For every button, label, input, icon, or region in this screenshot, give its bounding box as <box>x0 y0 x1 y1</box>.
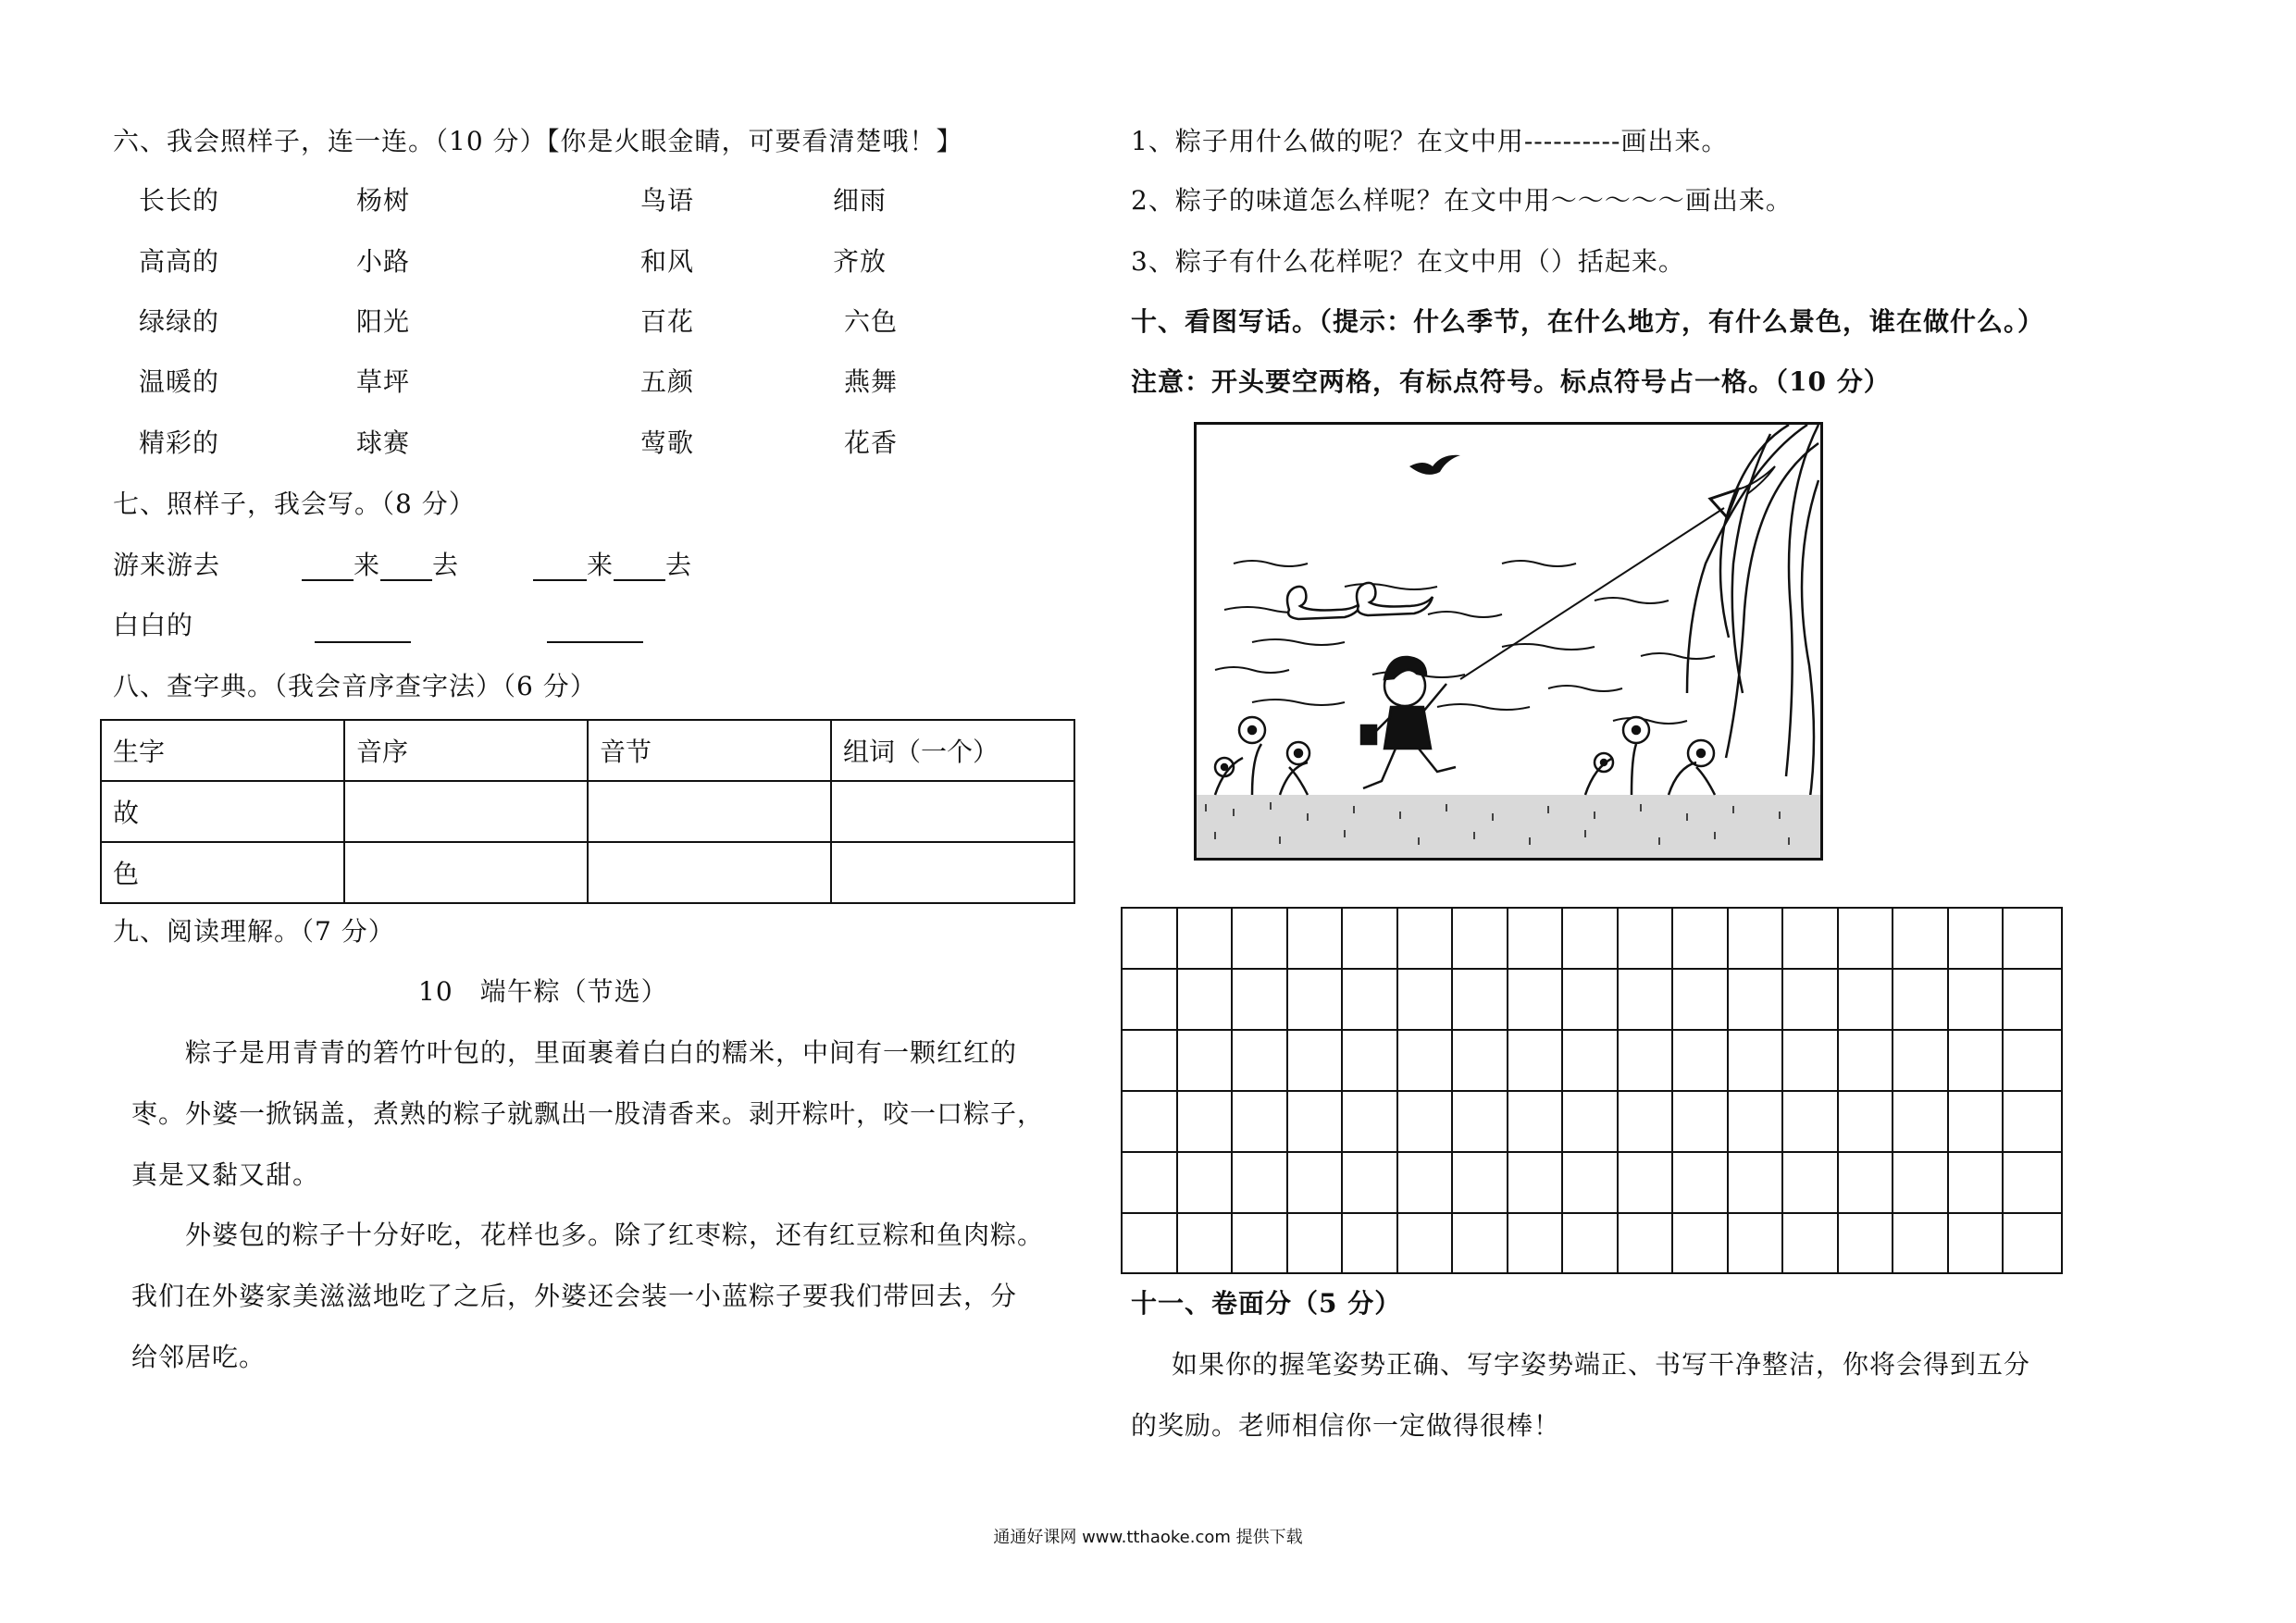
grid-line <box>2002 909 2004 1272</box>
q9-question-3: 3、粽子有什么花样呢？在文中用（）括起来。 <box>1131 246 1685 277</box>
answer-cell[interactable] <box>831 781 1074 842</box>
table-header-cell: 音序 <box>344 720 588 781</box>
table-row <box>101 842 1074 903</box>
grass-ground <box>1197 795 1820 858</box>
q7-example-2: 白白的 <box>113 610 194 640</box>
answer-cell[interactable] <box>344 842 588 903</box>
q6-word: 精彩的 <box>139 427 220 458</box>
passage-line: 粽子是用青青的箬竹叶包的，里面裹着白白的糯米，中间有一颗红红的 <box>185 1037 1018 1068</box>
q6-word: 阳光 <box>356 306 411 337</box>
ducks <box>1287 583 1433 619</box>
grid-line <box>1617 909 1619 1272</box>
answer-blank[interactable] <box>302 555 354 581</box>
grid-line <box>1561 909 1563 1272</box>
kite-scene-drawing <box>1197 425 1820 858</box>
passage-line: 枣。外婆一掀锅盖，煮熟的粽子就飘出一股清香来。剥开粽叶，咬一口粽子， <box>131 1098 1045 1129</box>
q8-title: 八、查字典。（我会音序查字法）（6 分） <box>113 671 597 701</box>
grid-line <box>1341 909 1343 1272</box>
grid-line <box>1837 909 1839 1272</box>
table-header-cell: 生字 <box>101 720 344 781</box>
q9-question-1: 1、粽子用什么做的呢？在文中用----------画出来。 <box>1131 126 1729 156</box>
passage-line: 真是又黏又甜。 <box>131 1159 320 1190</box>
q7-row-1b: 来 去 <box>533 550 692 581</box>
grid-line <box>1892 909 1893 1272</box>
table-header-cell: 音节 <box>588 720 831 781</box>
q6-word: 小路 <box>356 246 411 277</box>
answer-blank[interactable] <box>614 555 665 581</box>
grid-line <box>1396 909 1398 1272</box>
bird <box>1409 455 1460 475</box>
q6-word: 高高的 <box>139 246 220 277</box>
q7-example-1: 游来游去 <box>113 550 221 580</box>
q6-word: 温暖的 <box>139 366 220 397</box>
grid-line <box>1947 909 1949 1272</box>
page-footer: 通通好课网 www.tthaoke.com 提供下载 <box>993 1528 1303 1547</box>
grid-line <box>1123 1029 2061 1031</box>
answer-cell[interactable] <box>831 842 1074 903</box>
answer-blank[interactable] <box>547 617 643 643</box>
q7-row-1a: 来 去 <box>302 550 459 581</box>
q6-word: 莺歌 <box>640 427 695 458</box>
q6-word: 百花 <box>640 306 695 337</box>
q6-word: 花香 <box>844 427 899 458</box>
grid-line <box>1671 909 1673 1272</box>
passage-line: 外婆包的粽子十分好吃，花样也多。除了红枣粽，还有红豆粽和鱼肉粽。 <box>185 1220 1045 1250</box>
water-ripples <box>1215 561 1715 724</box>
q6-word: 燕舞 <box>844 366 899 397</box>
table-header-cell: 组词（一个） <box>831 720 1074 781</box>
answer-cell[interactable] <box>588 781 831 842</box>
grid-line <box>1451 909 1453 1272</box>
grid-line <box>1231 909 1233 1272</box>
q6-word: 和风 <box>640 246 695 277</box>
q9-question-2: 2、粽子的味道怎么样呢？在文中用～～～～～画出来。 <box>1131 185 1793 216</box>
q6-word: 鸟语 <box>640 185 695 216</box>
q10-note: 注意：开头要空两格，有标点符号。标点符号占一格。（10 分） <box>1131 366 1891 397</box>
kite-scene-illustration <box>1194 422 1823 861</box>
answer-blank[interactable] <box>315 617 411 643</box>
answer-blank[interactable] <box>533 555 587 581</box>
flowers-right <box>1585 717 1715 795</box>
dictionary-table <box>100 719 1075 904</box>
q11-text-line: 如果你的握笔姿势正确、写字姿势端正、书写干净整洁，你将会得到五分 <box>1172 1349 2031 1380</box>
answer-blank[interactable] <box>380 555 432 581</box>
grid-line <box>1727 909 1729 1272</box>
q7-title: 七、照样子，我会写。（8 分） <box>113 489 476 519</box>
kite <box>1460 466 1775 679</box>
q6-word: 五颜 <box>640 366 695 397</box>
grid-line <box>1123 1151 2061 1153</box>
writing-grid[interactable] <box>1121 907 2063 1274</box>
q11-title: 十一、卷面分（5 分） <box>1131 1288 1402 1319</box>
q11-text-line: 的奖励。老师相信你一定做得很棒！ <box>1131 1410 1561 1441</box>
q6-word: 细雨 <box>833 185 887 216</box>
q6-word: 齐放 <box>833 246 887 277</box>
table-cell: 故 <box>101 781 344 842</box>
passage-title: 10 端午粽（节选） <box>418 976 668 1007</box>
grid-line <box>1507 909 1508 1272</box>
q6-word: 绿绿的 <box>139 306 220 337</box>
grid-line <box>1123 1090 2061 1092</box>
answer-cell[interactable] <box>344 781 588 842</box>
q9-title: 九、阅读理解。（7 分） <box>113 916 395 947</box>
answer-cell[interactable] <box>588 842 831 903</box>
q6-word: 草坪 <box>356 366 411 397</box>
q10-title: 十、看图写话。（提示：什么季节，在什么地方，有什么景色，谁在做什么。） <box>1131 306 2045 337</box>
grid-line <box>1176 909 1178 1272</box>
table-row <box>101 781 1074 842</box>
flowers-left <box>1215 717 1309 795</box>
q6-word: 杨树 <box>356 185 411 216</box>
passage-line: 我们在外婆家美滋滋地吃了之后，外婆还会装一小蓝粽子要我们带回去，分 <box>131 1281 1018 1311</box>
grid-line <box>1123 1212 2061 1214</box>
q6-word: 六色 <box>844 306 899 337</box>
q6-word: 长长的 <box>139 185 220 216</box>
grid-line <box>1123 968 2061 970</box>
table-header-row <box>101 720 1074 781</box>
table-cell: 色 <box>101 842 344 903</box>
q6-title: 六、我会照样子，连一连。（10 分）【你是火眼金睛，可要看清楚哦！】 <box>113 126 963 156</box>
q6-word: 球赛 <box>356 427 411 458</box>
passage-line: 给邻居吃。 <box>131 1342 267 1372</box>
grid-line <box>1286 909 1288 1272</box>
grid-line <box>1781 909 1783 1272</box>
